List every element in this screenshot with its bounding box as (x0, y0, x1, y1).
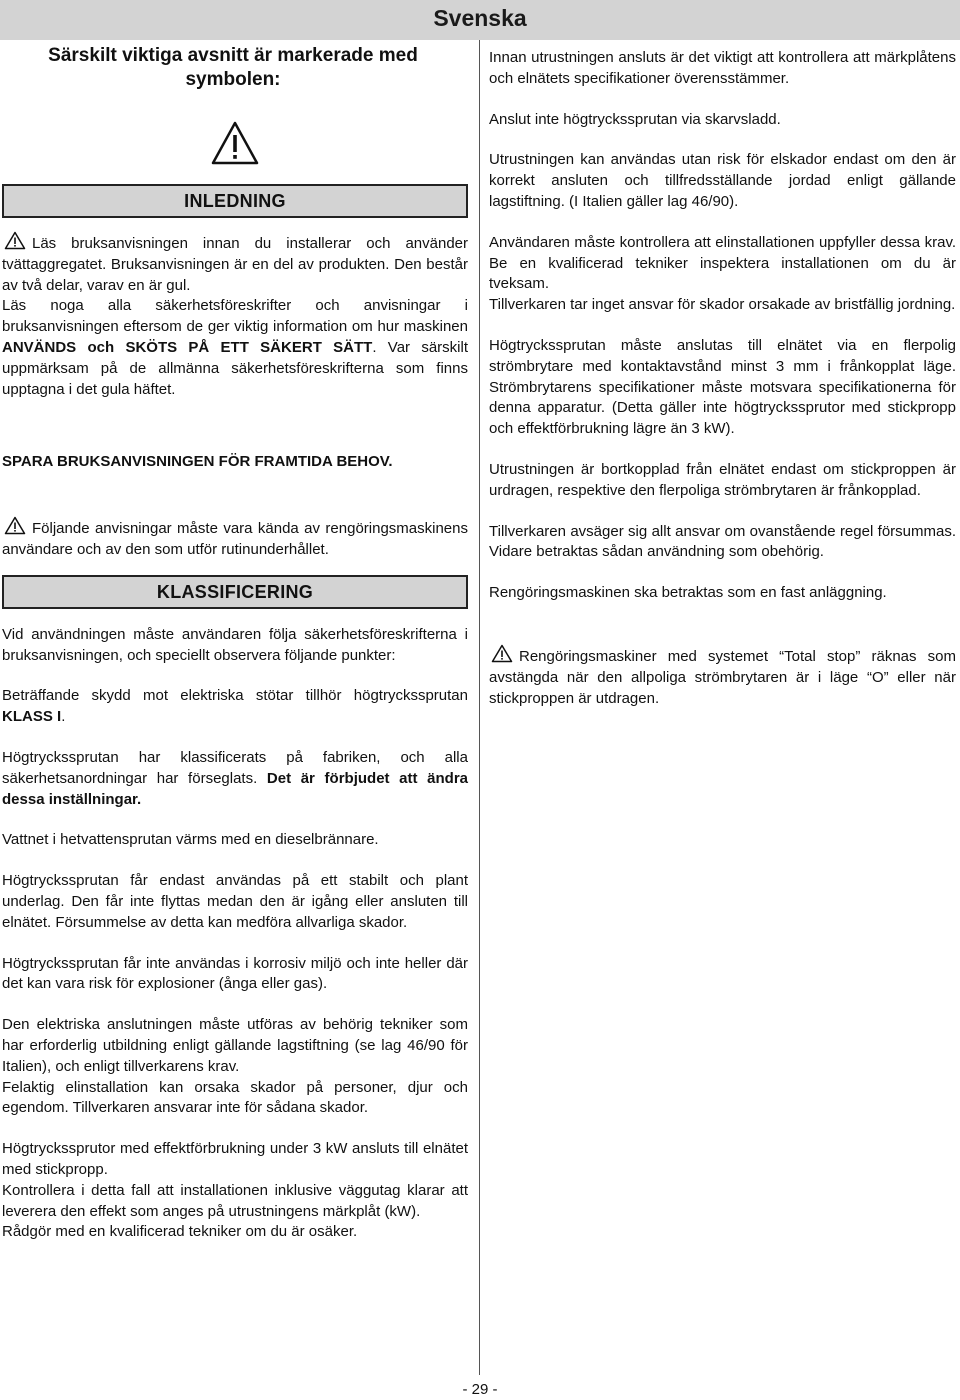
p6-text-bold: Det är förbjudet att ändra dessa inställningar. (2, 769, 468, 808)
warning-triangle-icon (491, 644, 513, 663)
class-paragraph-5: Högtryckssprutan får endast användas på ett stabilt och plant underlag. Den får inte flyttas medan den är igång eller ansluten till elnätet. Försummelse av detta kan medföra allvarliga skador. (2, 872, 468, 931)
page-number: - 29 - (462, 1381, 498, 1398)
language-title: Svenska (433, 5, 527, 31)
class-paragraph-8: Felaktig elinstallation kan orsaka skador på personer, djur och egendom. Tillverkaren ansvarar inte för sådana skador. (2, 1078, 468, 1117)
class-paragraph-9: Högtryckssprutor med effektförbrukning under 3 kW ansluts till elnätet med stickpropp. (2, 1140, 468, 1178)
p5-text-c: . (61, 708, 66, 726)
class-paragraph-3 (2, 748, 468, 810)
section-inledning-header (2, 184, 468, 218)
symbol-intro-heading: Särskilt viktiga avsnitt är markerade med symbolen: (48, 45, 418, 90)
language-header-bar (0, 0, 960, 40)
intro-paragraph-1 (2, 231, 468, 296)
right-paragraph-7: Utrustningen är bortkopplad från elnätet endast om stickproppen är urdragen, respektive den flerpoliga strömbrytaren är frånkopplad. (489, 460, 956, 499)
class-paragraph-1: Vid användningen måste användaren följa säkerhetsföreskrifterna i bruksanvisningen, och speciellt observera följande punkter: (2, 625, 468, 664)
p2-text-a: Läs noga alla säkerhetsföreskrifter och anvisningar i bruksanvisningen eftersom de ger viktig information om hur maskinen (2, 297, 468, 336)
column-divider (479, 40, 480, 1375)
save-manual-notice: SPARA BRUKSANVISNINGEN FÖR FRAMTIDA BEHOV. (2, 453, 393, 471)
intro-paragraph-1-text: Läs bruksanvisningen innan du installerar och använder tvättaggregatet. Bruksanvisningen är en del av produkten. Den består av två delar, varav en är gul. (2, 235, 468, 294)
p5-text-a: Beträffande skydd mot elektriska stötar tillhör högtryckssprutan (2, 687, 468, 705)
class-paragraph-4: Vattnet i hetvattensprutan värms med en dieselbrännare. (2, 831, 379, 849)
p2-text-c: . Var särskilt uppmärksam på de allmänna säkerhetsföreskrifterna som finns upptagna i det gula häftet. (2, 338, 468, 398)
class-paragraph-2 (2, 686, 468, 728)
warning-triangle-icon (4, 231, 26, 250)
inledning-title: INLEDNING (184, 191, 286, 211)
right-column (489, 48, 956, 709)
p5-text-bold: KLASS I (2, 708, 62, 726)
right-paragraph-2: Anslut inte högtryckssprutan via skarvsladd. (489, 110, 781, 128)
right-paragraph-3: Utrustningen kan användas utan risk för elskador endast om den är korrekt ansluten och tillfredsställande jordad enligt gällande lagstiftning. (I Italien gäller lag 46/90). (489, 151, 956, 210)
right-paragraph-1: Innan utrustningen ansluts är det viktigt att kontrollera att märkplåtens och elnätets specifikationer överensstämmer. (489, 49, 956, 87)
right-paragraph-5: Tillverkaren tar inget ansvar för skador orsakade av bristfällig jordning. (489, 296, 956, 314)
right-paragraph-10-text: Rengöringsmaskiner med systemet “Total stop” räknas som avstängda när den allpoliga strömbrytaren är i läge “O” eller när stickproppen är utdragen. (489, 647, 956, 707)
right-paragraph-8: Tillverkaren avsäger sig allt ansvar om ovanstående regel försummas. Vidare betraktas sådan användning som obehörig. (489, 522, 956, 561)
class-paragraph-6: Högtryckssprutan får inte användas i korrosiv miljö och inte heller där det kan vara risk för explosioner (ånga eller gas). (2, 954, 468, 993)
p2-text-bold: ANVÄNDS och SKÖTS PÅ ETT SÄKERT SÄTT (2, 338, 373, 356)
big-warning-symbol (2, 120, 468, 172)
class-paragraph-11: Rådgör med en kvalificerad tekniker om du är osäker. (2, 1223, 358, 1241)
section-klassificering-header (2, 575, 468, 609)
intro-paragraph-3 (2, 516, 468, 561)
left-column (2, 44, 468, 1243)
class-paragraph-10: Kontrollera i detta fall att installationen inklusive väggutag klarar att leverera den effekt som anges på utrustningens märkplåt (kW). (2, 1181, 468, 1220)
right-paragraph-9: Rengöringsmaskinen ska betraktas som en fast anläggning. (489, 584, 887, 602)
class-paragraph-7: Den elektriska anslutningen måste utföras av behörig tekniker som har erforderlig utbildning enligt gällande lagstiftning (se lag 46/90 för Italien), och enligt tillverkarens krav. (2, 1016, 468, 1075)
p6-text-a: Högtryckssprutan har klassificerats på fabriken, och alla säkerhetsanordningar har förseglats. (2, 748, 468, 787)
intro-paragraph-3-text: Följande anvisningar måste vara kända av rengöringsmaskinens användare och av den som utför rutinunderhållet. (2, 520, 468, 558)
warning-triangle-icon (4, 516, 26, 535)
klassificering-title: KLASSIFICERING (156, 581, 314, 602)
intro-paragraph-2 (2, 296, 468, 400)
warning-triangle-icon (210, 120, 260, 166)
right-paragraph-4: Användaren måste kontrollera att elinstallationen uppfyller dessa krav. Be en kvalificerad tekniker inspektera installationen om du är tveksam. (489, 233, 956, 293)
right-paragraph-10 (489, 644, 956, 709)
right-paragraph-6: Högtryckssprutan måste anslutas till elnätet via en flerpolig strömbrytare med kontaktavstånd minst 3 mm i frånkopplat läge. Strömbrytarens specifikationer måste motsvara specifikationerna för denna apparatur. (Detta gäller inte högtryckssprutor med stickpropp och effektförbrukning lägre än 3 kW). (489, 336, 956, 438)
